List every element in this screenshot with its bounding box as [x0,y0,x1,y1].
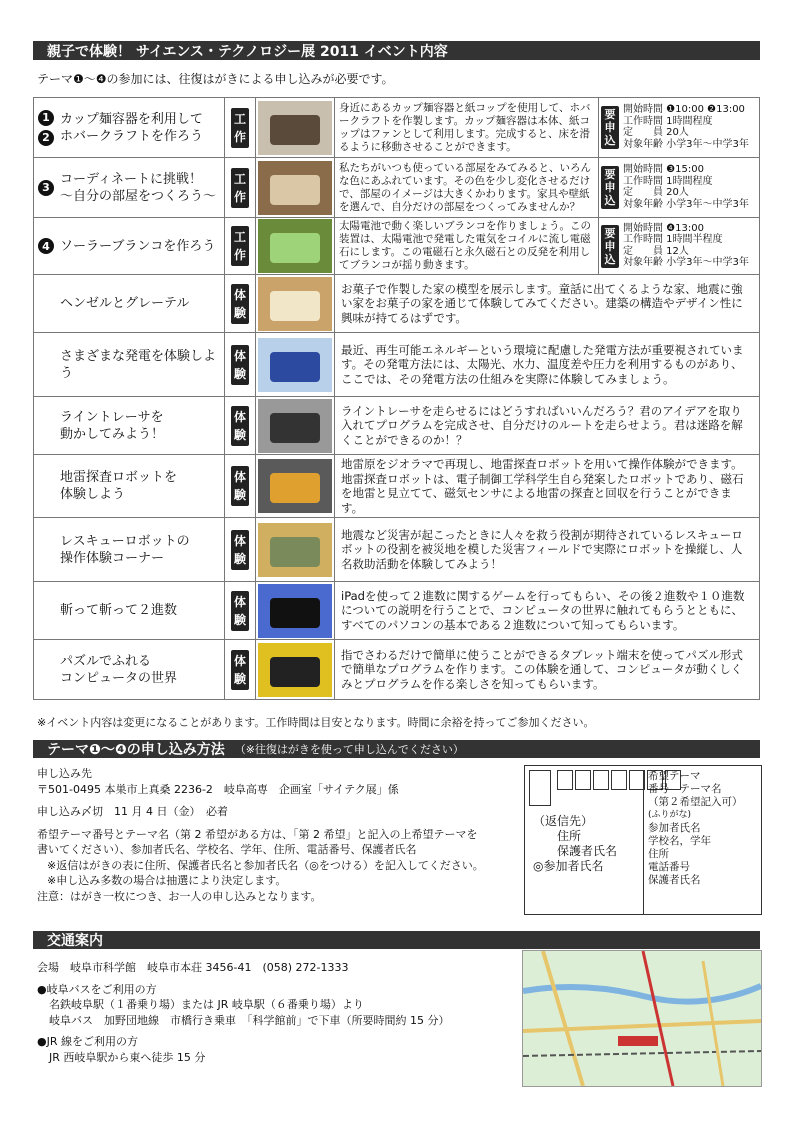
event-row [34,98,760,158]
event-type-badge: 体 験 [231,345,249,385]
solar-panel-photo [258,338,332,392]
apply-heading-sub: （※往復はがきを使って申し込んでください） [234,743,464,756]
event-info-line: 開始時間 ❶10:00 ❷13:00 [623,104,745,115]
event-name: 体験しよう [60,487,126,502]
event-name: ライントレーサを [60,409,164,425]
jr-title: ●JR 線をご利用の方 [37,1035,138,1048]
postcard-right-line: 学校名，学年 [648,835,711,847]
postcard-form-fields [643,770,761,914]
event-info-line: 対象年齢 小学3年～中学3年 [623,138,749,150]
event-info-line: 定 員 12人 [623,245,689,257]
solar-swing-photo [258,219,332,273]
title-text: 親子で体験！ サイエンス・テクノロジー展 2011 イベント内容 [47,43,448,60]
event-description: 地雷原をジオラマで再現し、地雷探査ロボットを用いて操作体験ができます。地雷探査ロボットは、電子制御工学科学生自ら発案したロボットであり、磁石を地雷と見立てて、磁気センサによる地雷の探査と回収を行うことができます。 [335,455,760,518]
room-photo [258,161,332,215]
event-row [34,640,760,700]
postcard-right-line: (ふりがな) [648,810,692,820]
postcard-left-line: 住所 [557,829,582,843]
postcard-left-line: 保護者氏名 [557,844,618,858]
notice-text: ※イベント内容は変更になることがあります。工作時間は目安となります。時間に余裕を持ってご参加ください。 [37,716,595,729]
apply-line: 申し込み〆切 11 月 4 日（金） 必着 [37,805,228,818]
event-info-line: 工作時間 1時間程度 [623,115,713,127]
event-name: パズルでふれる [60,653,152,669]
event-description: 私たちがいつも使っている部屋をみてみると、いろんな色にあふれています。その色を少し変化させるだけで、部屋のイメージは大きくかわります。家具や壁紙を選んで、自分だけの部屋をつくってみませんか？ [335,158,599,218]
apply-line: 〒501-0495 本巣市上真桑 2236-2 岐阜高専 企画室「サイテク展」係 [37,782,399,796]
jr-line: JR 西岐阜駅から東へ徒歩 15 分 [49,1050,206,1064]
event-row [34,518,760,582]
event-description: 最近、再生可能エネルギーという環境に配慮した発電方法が重要視されています。その発電方法には、太陽光、水力、温度差や圧力を利用するものがあり、ここでは、その発電方法の仕組みを実際に体験してみましょう。 [335,333,760,397]
event-description: お菓子で作製した家の模型を展示します。童話に出てくるような家、地震に強い家をお菓子の家を通じて体験してみてください。建築の構造やデザイン性に興味が持てるはずです。 [335,275,760,333]
event-description: 太陽電池で動く楽しいブランコを作りましょう。この装置は、太陽電池で発電した電気をコイルに流し電磁石にします。この電磁石と永久磁石との反発を利用してブランコが揺り動きます。 [335,218,599,275]
event-name: ホバークラフトを作ろう [60,128,204,144]
event-type-badge: 体 験 [231,284,249,324]
postcard-diagram [524,765,762,915]
access-map [522,950,762,1087]
theme-number-badge: 3 [38,180,54,196]
registration-required-badge: 要 申 込 [601,106,619,149]
access-info [37,960,450,1065]
bus-line: 名鉄岐阜駅（１番乗り場）または JR 岐阜駅（６番乗り場）より [49,998,364,1011]
venue-text: 会場 岐阜市科学館 岐阜市本荘 3456-41 (058) 272-1333 [37,961,349,974]
event-info-line: 対象年齢 小学3年～中学3年 [623,198,749,210]
event-name: レスキューロボットの [60,533,190,549]
mine-robot-photo [258,459,332,513]
postcard-return-address [533,814,617,874]
apply-line: 希望テーマ番号とテーマ名（第 2 希望がある方は、「第 2 希望」と記入の上希望テーマを [37,827,478,841]
theme-number-badge: 2 [38,130,54,146]
event-type-badge: 体 験 [231,466,249,506]
registration-required-badge: 要 申 込 [601,225,619,268]
event-description: iPadを使って２進数に関するゲームを行ってもらい、その後２進数や１０進数についての説明を行うことで、コンピュータの世界に触れてもらうとともに、すべてのパソコンの基本である２進数について知ってもらいます。 [335,582,760,640]
line-tracer-photo [258,399,332,453]
event-name: 動かしてみよう！ [60,426,165,442]
event-name: 斬って斬って２進数 [60,603,178,618]
bus-title: ●岐阜バスをご利用の方 [37,982,157,996]
event-description: 地震など災害が起こったときに人々を救う役割が期待されているレスキューロボットの役割を被災地を模した災害フィールドで実際にロボットを操縦し、人名救助活動を体験してみよう！ [335,518,760,582]
tablet-photo [258,643,332,697]
event-name: コーディネートに挑戦！ [60,171,202,187]
event-info-line: 開始時間 ❸15:00 [623,164,704,175]
apply-heading-text: テーマ❶～❹の申し込み方法 [47,742,225,758]
apply-line: 書いてください）、参加者氏名、学校名、学年、住所、電話番号、保護者氏名 [37,843,417,856]
event-name: ～自分の部屋をつくろう～ [60,188,217,204]
event-info-line: 定 員 20人 [623,127,689,138]
event-info-line: 工作時間 1時間程度 [623,175,713,187]
event-row [34,158,760,218]
event-name: 地雷探査ロボットを [60,470,178,485]
event-info-line: 対象年齢 小学3年～中学3年 [623,257,749,268]
apply-line [37,797,517,804]
event-row [34,397,760,455]
registration-required-badge: 要 申 込 [601,166,619,209]
event-description: 身近にあるカップ麺容器と紙コップを使用して、ホバークラフトを作製します。カップ麺容器は本体、紙コップはファンとして利用します。完成すると、床を滑るように移動させることができます。 [335,98,599,158]
ipad-photo [258,584,332,638]
postcard-right-line: 住所 [648,848,669,860]
event-row [34,218,760,275]
event-type-badge: 体 験 [231,650,249,690]
event-type-badge: 工 作 [231,226,249,266]
event-type-badge: 工 作 [231,108,249,148]
apply-line: 申し込み先 [37,767,92,780]
access-heading [33,931,760,949]
postcard-right-line: 電話番号 [648,861,690,873]
apply-line: 注意：はがき一枚につき、お一人の申し込みとなります。 [37,889,322,903]
event-type-badge: 体 験 [231,406,249,446]
event-name: コンピュータの世界 [60,670,178,686]
apply-line: ※返信はがきの表に住所、保護者氏名と参加者氏名（◎をつける）を記入してください。 [47,858,484,872]
postcard-right-line: 保護者氏名 [648,874,701,886]
event-info-line: 工作時間 1時間半程度 [623,234,723,245]
access-heading-text: 交通案内 [47,933,103,949]
event-name: さまざまな発電を体験しよう [60,348,217,381]
theme-numbers [38,108,54,148]
postcard-right-line: 希望テーマ [648,770,701,782]
event-name: ソーラーブランコを作ろう [60,238,216,254]
candy-house-photo [258,277,332,331]
apply-instructions [37,766,517,904]
event-row [34,582,760,640]
event-name: ヘンゼルとグレーテル [60,296,190,311]
postcard-left-line: ◎参加者氏名 [533,859,604,873]
event-description: 指でさわるだけで簡単に使うことができるタブレット端末を使ってパズル形式で簡単なプログラムを作ります。この体験を通して、コンピュータが動くしくみとプログラムを作る楽しさを知ってもらいます。 [335,640,760,700]
event-type-badge: 体 験 [231,530,249,570]
event-type-badge: 工 作 [231,168,249,208]
event-name: 操作体験コーナー [60,550,165,566]
page-title [33,41,760,60]
apply-line [37,820,517,827]
event-name: カップ麺容器を利用して [60,111,203,127]
postcard-right-line: 番号 テーマ名 [648,783,722,795]
apply-line: ※申し込み多数の場合は抽選により決定します。 [47,874,287,887]
rescue-robot-photo [258,523,332,577]
event-description: ライントレーサを走らせるにはどうすればいいんだろう？君のアイデアを取り入れてプログラムを完成させ、自分だけのルートを走らせよう。君は迷路を解くことができるのか！？ [335,397,760,455]
event-row [34,275,760,333]
event-info-line: 開始時間 ❹13:00 [623,222,704,234]
hovercraft-photo [258,101,332,155]
postcard-right-line: （第２希望記入可） [648,796,743,808]
theme-number-badge: 4 [38,238,54,254]
event-row [34,455,760,518]
postcard-right-line: 参加者氏名 [648,822,701,834]
postcard-left-line: （返信先） [533,814,594,828]
event-info-line: 定 員 20人 [623,187,689,198]
intro-text: テーマ❶～❹の参加には、往復はがきによる申し込みが必要です。 [37,72,394,86]
bus-line: 岐阜バス 加野団地線 市橋行き乗車 「科学館前」で下車（所要時間約 15 分） [49,1013,450,1027]
event-row [34,333,760,397]
theme-numbers [38,236,54,256]
theme-numbers [38,178,54,198]
events-table [33,97,760,700]
theme-number-badge: 1 [38,110,54,126]
event-type-badge: 体 験 [231,591,249,631]
apply-heading [33,740,760,758]
